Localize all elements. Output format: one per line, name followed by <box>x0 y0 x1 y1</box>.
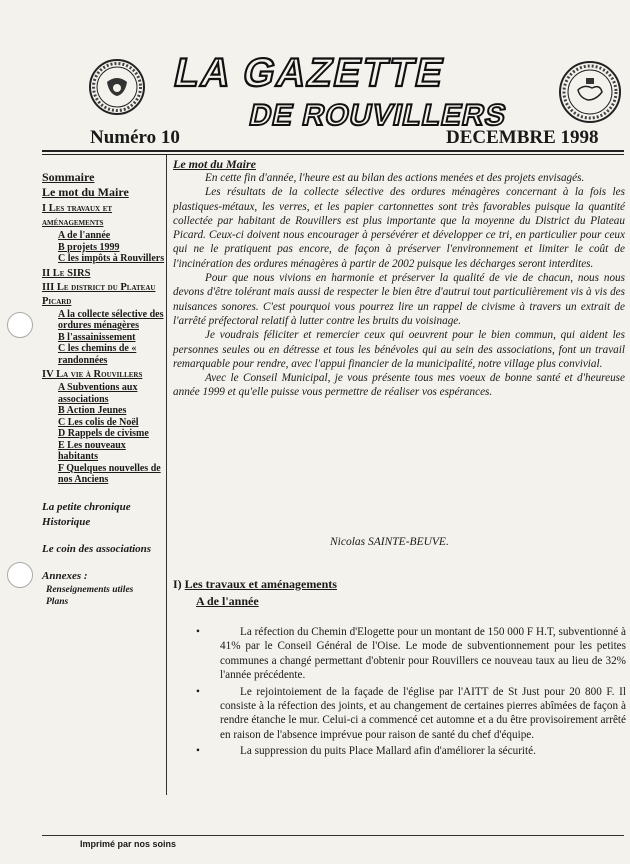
toc-section-2: II Le SIRS <box>42 267 91 279</box>
section-1-subtitle: A de l'année <box>196 594 259 608</box>
section-1-list <box>196 625 626 761</box>
maire-body <box>173 171 625 400</box>
issue-date: DECEMBRE 1998 <box>446 127 599 148</box>
list-item: • La réfection du Chemin d'Elogette pour un montant de 150 000 F H.T, subventionné à 41% par le Conseil Général de l'Oise. Le mode de subventionnement pour les petites communes a changé permettant d'obtenir pour Rouvillers ce nouveau taux au lieu de 32% l'année précédente. <box>196 626 626 682</box>
binder-hole-top <box>7 312 33 338</box>
issue-number: Numéro 10 <box>90 127 180 148</box>
toc-item: D Rappels de civisme <box>58 428 149 439</box>
maire-heading: Le mot du Maire <box>173 157 256 171</box>
toc-maire: Le mot du Maire <box>42 185 129 199</box>
toc-item: A la collecte sélective des ordures ménagères <box>58 308 164 331</box>
toc-annexe-item: Renseignements utiles <box>46 584 134 595</box>
maire-paragraph: En cette fin d'année, l'heure est au bilan des actions menées et des projets envisagés. <box>205 172 585 184</box>
toc-item: B projets 1999 <box>58 241 120 253</box>
toc-item: B l'assainissement <box>58 331 136 343</box>
toc-item: A Subventions aux associations <box>58 382 138 405</box>
toc-annexe-item: Plans <box>46 596 69 607</box>
toc-title: Sommaire <box>42 170 95 184</box>
masthead-logo <box>160 40 530 135</box>
section-1-title <box>173 577 337 592</box>
toc-item: A de l'année <box>58 230 111 241</box>
maire-article <box>173 157 625 400</box>
footer-credit: Imprimé par nos soins <box>80 839 177 849</box>
masthead-line1: LA GAZETTE <box>170 49 450 95</box>
toc-item: B Action Jeunes <box>58 405 127 416</box>
town-seal-left-icon <box>88 58 146 116</box>
toc-item: E Les nouveaux habitants <box>58 439 126 462</box>
header-divider-thin <box>42 154 624 155</box>
list-item: • La suppression du puits Place Mallard afin d'améliorer la sécurité. <box>196 745 536 758</box>
toc-item: C Les colis de Noël <box>58 416 139 428</box>
bullet-icon: • <box>196 685 200 698</box>
toc-section-4: IV La vie à Rouvillers <box>42 369 143 380</box>
maire-paragraph: Avec le Conseil Municipal, je vous présente tous mes voeux de bonne santé et d'heureuse année 1999 et qu'elle puisse vous permettre de réaliser vos espérances. <box>173 372 625 399</box>
section-1-label: Les travaux et aménagements <box>184 577 337 591</box>
toc-section-1: I Les travaux et aménagements <box>42 203 113 228</box>
maire-paragraph: Je voudrais féliciter et remercier ceux qui oeuvrent pour le bien commun, qui aident les personnes seules ou en détresse et tous les bénévoles qui au sein des associations, font un travail remarquable pour rendre, avec l'appui financier de la municipalité, notre village plus convivial. <box>173 329 625 370</box>
section-1-number: I) <box>173 577 182 591</box>
toc-item: C les impôts à Rouvillers <box>58 253 165 264</box>
maire-signature: Nicolas SAINTE-BEUVE. <box>330 536 449 548</box>
footer-divider <box>42 835 624 836</box>
toc-item: F Quelques nouvelles de nos Anciens <box>58 462 161 485</box>
list-item: • Le rejointoiement de la façade de l'église par l'AITT de St Just pour 20 800 F. Il consiste à la réfection des joints, et au changement de certaines pierres abîmées de façon à rendre étanche le mur. Celui-ci a commencé cet automne et a du être provisoirement arrêté en raison de l'absence imprévue pour raison de santé du chef d'équipe. <box>196 685 626 741</box>
toc-section-3: III Le district du Plateau Picard <box>42 281 156 307</box>
toc-associations: Le coin des associations <box>42 542 152 555</box>
town-seal-right-icon <box>558 60 622 124</box>
header-divider <box>42 150 624 152</box>
binder-hole-bottom <box>7 562 33 588</box>
toc-chronique: La petite chronique Historique <box>42 500 131 528</box>
masthead-line2: DE ROUVILLERS <box>246 99 510 132</box>
toc-item: C les chemins de « randonnées <box>58 343 137 366</box>
maire-paragraph: Les résultats de la collecte sélective des ordures ménagères concernant à la fois les plastiques-métaux, les verres, et les papier cartonnettes sont très favorables puisque la quantité collectée par habitant de Rouvillers est plus importante que la moyenne du District du Plateau Picard. Ceux-ci doivent nous encourager à persévérer et développer ce tri, en particulier pour ceux qui ne le pratiquent pas encore, de façon à préserver l'environnement et limiter le coût de l'incinération des ordures ménagères à partir de 2002 puisque les décharges seront interdites. <box>173 186 625 270</box>
toc-annexes: Annexes : <box>42 569 88 582</box>
bullet-icon: • <box>196 626 200 638</box>
maire-paragraph: Pour que nous vivions en harmonie et préserver la qualité de vie de chacun, nous nous devons d'être tolérant mais aussi de respecter le bien être d'autrui tout particulièrement vis à vis des nuisances sonores. C'est pourquoi vous pourrez lire un rappel de civisme à travers un extrait de l'arrêté préfectoral relatif à lutter contre les bruits du voisinage. <box>173 272 625 327</box>
table-of-contents <box>42 170 167 608</box>
bullet-icon: • <box>196 745 200 758</box>
